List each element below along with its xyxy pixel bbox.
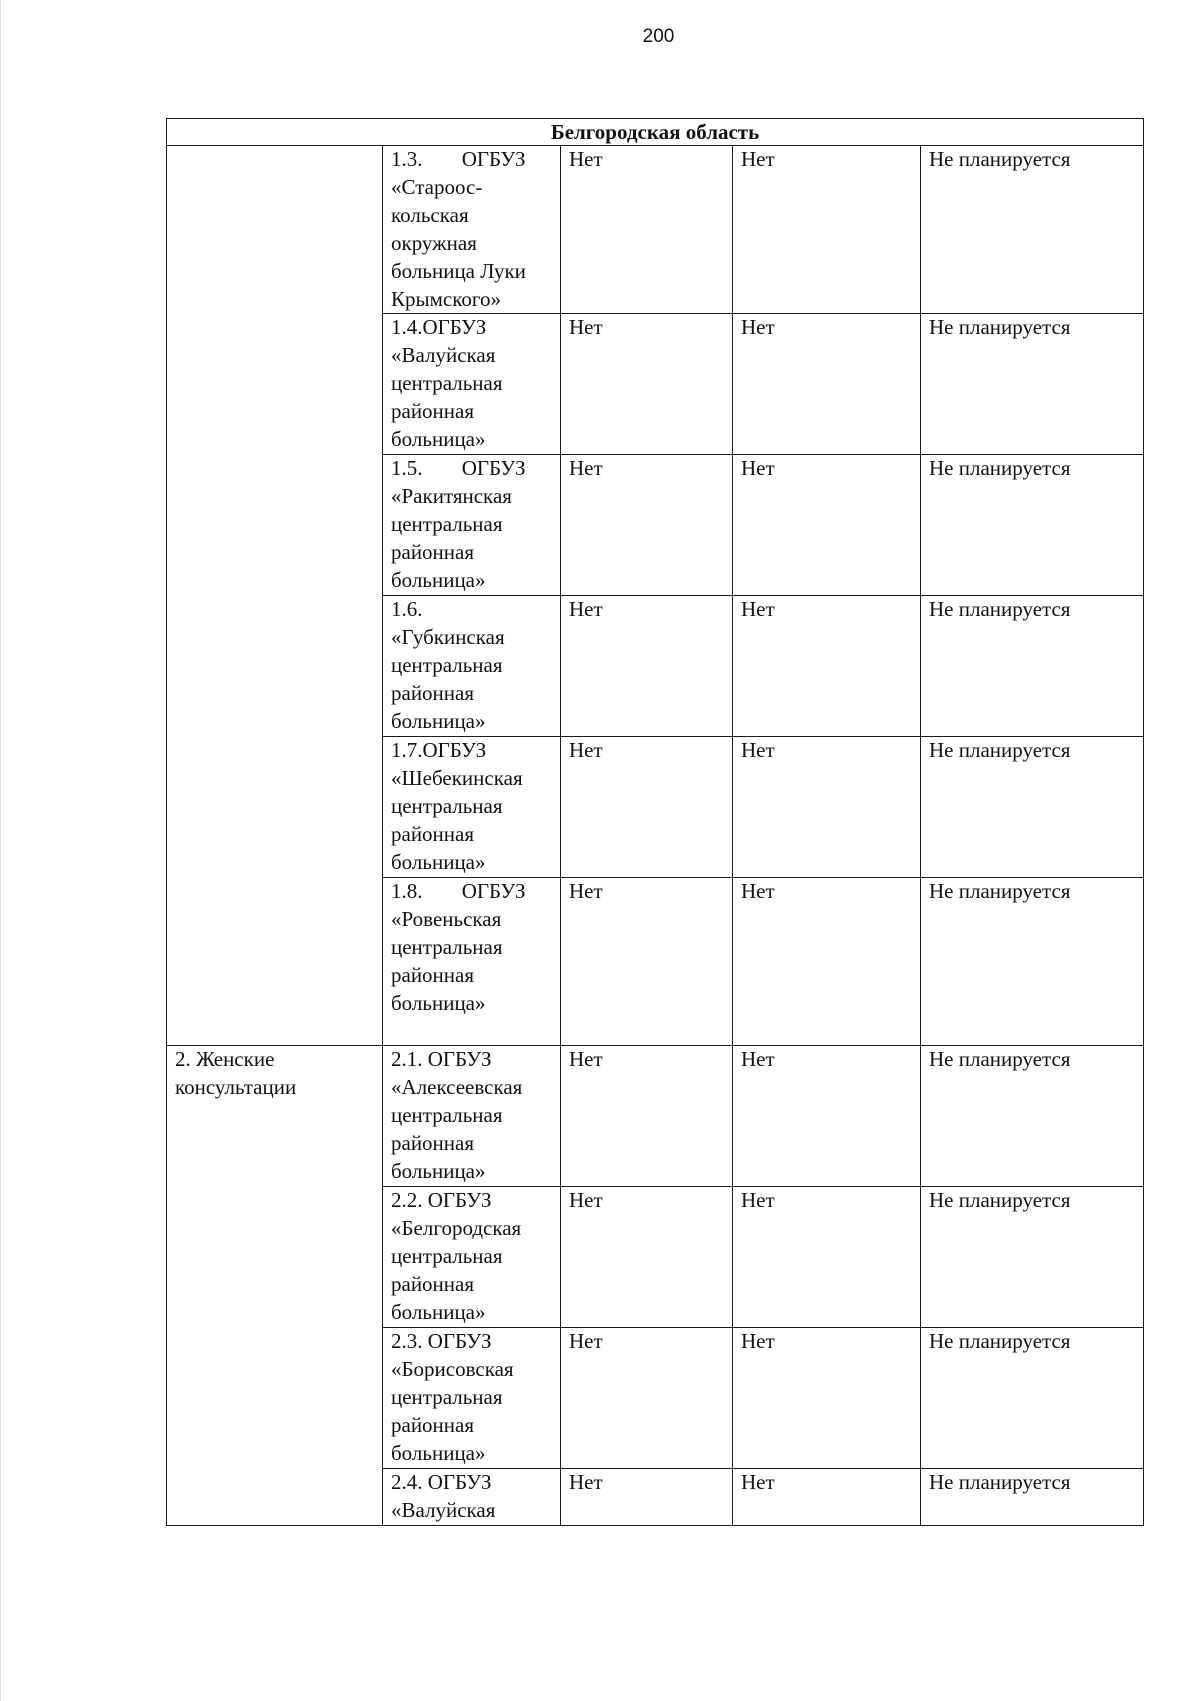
- institution-line: «Староос-: [391, 174, 483, 199]
- institution-line: больница»: [391, 850, 486, 875]
- status-cell: Не планируется: [921, 878, 1144, 1046]
- institution-cell: [383, 455, 561, 596]
- value-cell: Нет: [733, 314, 921, 455]
- value-cell: Нет: [561, 1469, 733, 1526]
- status-cell: Не планируется: [921, 1046, 1144, 1187]
- institution-line: больница»: [391, 427, 486, 452]
- institution-line: районная: [391, 1413, 475, 1438]
- institution-line: «Белгородская: [391, 1216, 522, 1241]
- status-cell: Не планируется: [921, 455, 1144, 596]
- value-cell: Нет: [733, 1469, 921, 1526]
- institution-line: центральная: [391, 935, 503, 960]
- institution-line: 2.3. ОГБУЗ: [391, 1329, 492, 1354]
- category-cell: [167, 146, 383, 1046]
- institution-line: районная: [391, 963, 475, 988]
- institution-line: больница»: [391, 1159, 486, 1184]
- institution-line: районная: [391, 681, 475, 706]
- institution-line: центральная: [391, 512, 503, 537]
- institution-line: окружная: [391, 230, 477, 255]
- value-cell: Нет: [733, 455, 921, 596]
- institution-line: районная: [391, 399, 475, 424]
- institution-line: «Борисовская: [391, 1357, 514, 1382]
- value-cell: Нет: [733, 1328, 921, 1469]
- institution-line: 2.4. ОГБУЗ: [391, 1470, 492, 1495]
- institution-line: 1.4.ОГБУЗ: [391, 315, 487, 340]
- status-cell: Не планируется: [921, 146, 1144, 314]
- institution-cell: [383, 146, 561, 314]
- page-number: 200: [642, 26, 675, 47]
- scan-edge: [0, 0, 1, 1701]
- status-cell: Не планируется: [921, 314, 1144, 455]
- value-cell: Нет: [561, 455, 733, 596]
- institution-line: 1.6.: [391, 597, 423, 622]
- status-cell: Не планируется: [921, 1328, 1144, 1469]
- institution-cell: [383, 1046, 561, 1187]
- institution-line: 1.3. ОГБУЗ: [391, 147, 526, 171]
- institution-line: «Ракитянская: [391, 484, 512, 509]
- institution-line: больница»: [391, 1300, 486, 1325]
- institution-line: больница»: [391, 1441, 486, 1466]
- institution-line: 1.7.ОГБУЗ: [391, 738, 487, 763]
- value-cell: Нет: [733, 146, 921, 314]
- status-cell: Не планируется: [921, 737, 1144, 878]
- institution-line: центральная: [391, 1385, 503, 1410]
- institution-line: больница Луки: [391, 258, 526, 283]
- value-cell: Нет: [561, 1046, 733, 1187]
- status-cell: Не планируется: [921, 1187, 1144, 1328]
- institution-line: районная: [391, 1131, 475, 1156]
- value-cell: Нет: [733, 878, 921, 1046]
- value-cell: Нет: [561, 878, 733, 1046]
- institution-line: 1.5. ОГБУЗ: [391, 456, 526, 481]
- institution-line: районная: [391, 1272, 475, 1297]
- institution-line: больница»: [391, 991, 486, 1016]
- value-cell: Нет: [561, 146, 733, 314]
- institution-cell: [383, 1187, 561, 1328]
- institution-cell: [383, 1328, 561, 1469]
- institution-line: центральная: [391, 1103, 503, 1128]
- institution-line: 2.1. ОГБУЗ: [391, 1047, 492, 1072]
- institution-line: «Валуйская: [391, 343, 496, 368]
- institution-line: Крымского»: [391, 286, 501, 311]
- institution-line: больница»: [391, 709, 486, 734]
- value-cell: Нет: [733, 596, 921, 737]
- value-cell: Нет: [733, 737, 921, 878]
- institution-cell: [383, 878, 561, 1046]
- value-cell: Нет: [733, 1187, 921, 1328]
- institution-line: центральная: [391, 371, 503, 396]
- institution-line: районная: [391, 822, 475, 847]
- table-row: [167, 1046, 1144, 1187]
- institution-line: «Ровеньская: [391, 907, 502, 932]
- institution-line: «Алексеевская: [391, 1075, 523, 1100]
- value-cell: Нет: [561, 1328, 733, 1469]
- institution-line: 2.2. ОГБУЗ: [391, 1188, 492, 1213]
- value-cell: Нет: [561, 596, 733, 737]
- institution-cell: [383, 1469, 561, 1526]
- region-heading: Белгородская область: [167, 119, 1144, 146]
- institution-line: районная: [391, 540, 475, 565]
- value-cell: Нет: [561, 314, 733, 455]
- institution-cell: [383, 596, 561, 737]
- institution-line: центральная: [391, 653, 503, 678]
- value-cell: Нет: [733, 1046, 921, 1187]
- value-cell: Нет: [561, 737, 733, 878]
- region-table: [166, 118, 1144, 1526]
- institution-line: больница»: [391, 568, 486, 593]
- category-cell: 2. Женские консультации: [167, 1046, 383, 1526]
- status-cell: Не планируется: [921, 1469, 1144, 1526]
- table-header-row: [167, 119, 1144, 146]
- institution-line: «Валуйская: [391, 1498, 496, 1523]
- institution-line: «Шебекинская: [391, 766, 523, 791]
- institution-line: центральная: [391, 1244, 503, 1269]
- institution-line: центральная: [391, 794, 503, 819]
- institution-cell: [383, 737, 561, 878]
- institution-cell: [383, 314, 561, 455]
- table-row: [167, 146, 1144, 314]
- institution-line: 1.8. ОГБУЗ: [391, 879, 526, 904]
- status-cell: Не планируется: [921, 596, 1144, 737]
- institution-line: кольская: [391, 202, 469, 227]
- institution-line: «Губкинская: [391, 625, 505, 650]
- value-cell: Нет: [561, 1187, 733, 1328]
